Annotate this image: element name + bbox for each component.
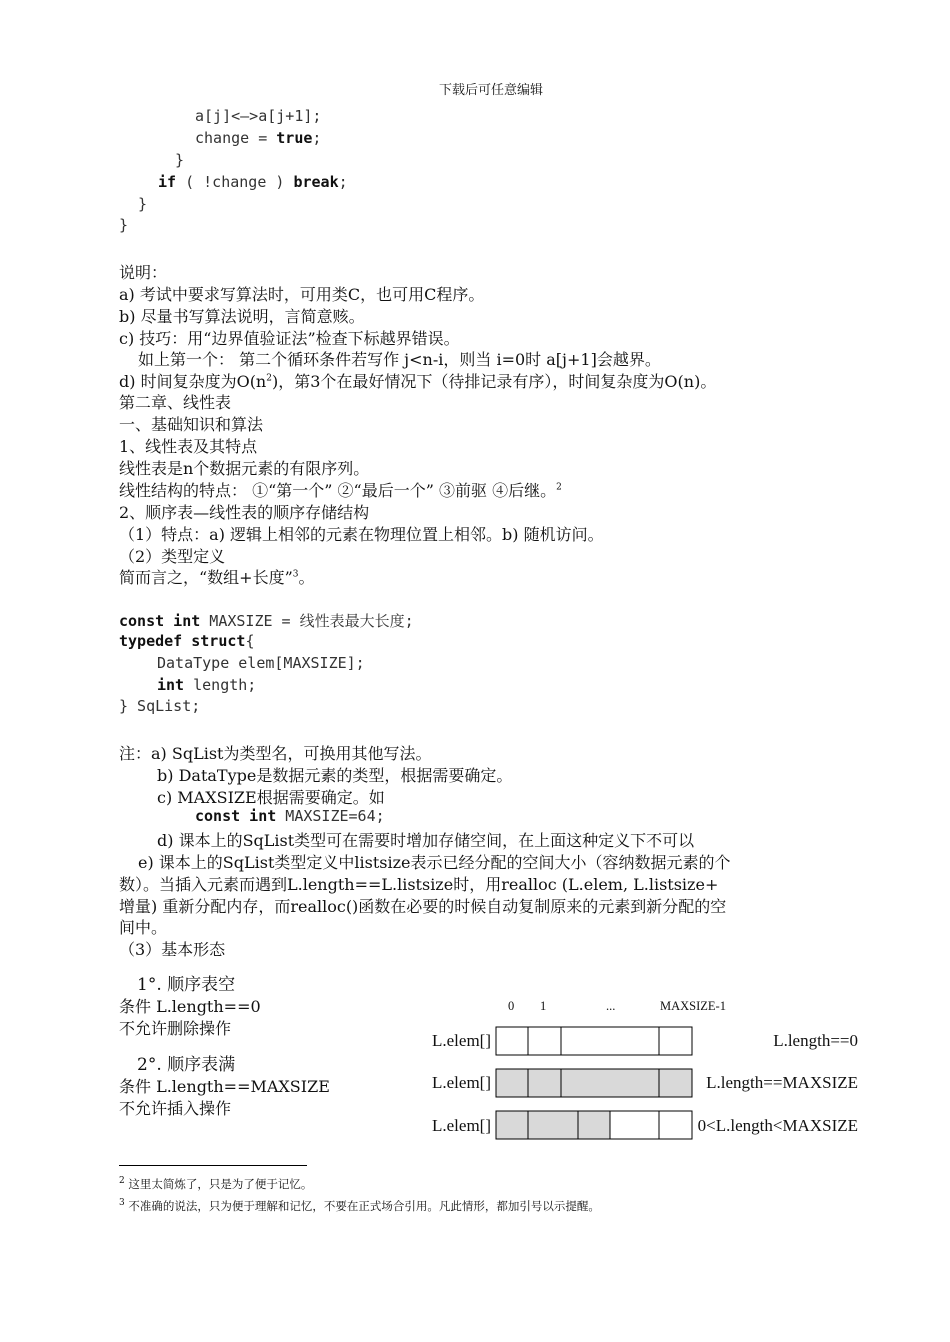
- row-label-partial: L.elem[]: [432, 1116, 491, 1135]
- remark-e-line2: 数）。当插入元素而遇到L.length==L.listsize时，用realloc (L.elem, L.listsize+: [119, 875, 719, 894]
- note-c-detail: 如上第一个： 第二个循环条件若写作 j<n-i，则当 i=0时 a[j+1]会越界。: [138, 350, 661, 369]
- footnote-3: $^3$ 不准确的说法，只为便于理解和记忆，不要在正式场合引用。凡此情形，都加引号以示提醒。: [119, 1198, 600, 1213]
- note-b: b) 尽量书写算法说明，言简意赅。: [119, 307, 365, 326]
- code-elem-line: DataType elem[MAXSIZE];: [157, 654, 365, 672]
- index-label: 0: [508, 999, 515, 1013]
- array-cell-filled: [528, 1111, 578, 1139]
- array-cell-empty: [659, 1111, 692, 1139]
- row-label-full: L.elem[]: [432, 1073, 491, 1092]
- index-label: ...: [606, 999, 616, 1013]
- remark-e-line3: 增量) 重新分配内存，而realloc()函数在必要的时候自动复制原来的元素到新分配的空: [119, 897, 727, 916]
- remark-b: b) DataType是数据元素的类型，根据需要确定。: [157, 766, 513, 785]
- index-label: MAXSIZE-1: [660, 999, 726, 1013]
- code-end-line: } SqList;: [119, 697, 201, 715]
- section-heading: 一、基础知识和算法: [119, 415, 264, 434]
- array-cell-filled: [528, 1069, 561, 1097]
- code-brace: }: [175, 151, 185, 169]
- code-const-line: const int MAXSIZE = 线性表最大长度;: [119, 612, 414, 630]
- point-2: （2）类型定义: [119, 547, 226, 566]
- point-1: （1）特点：a) 逻辑上相邻的元素在物理位置上相邻。b) 随机访问。: [119, 525, 604, 544]
- array-cell-empty: [561, 1027, 659, 1055]
- state-full-title: 2°. 顺序表满: [137, 1055, 236, 1075]
- code-typedef-line: typedef struct{: [119, 632, 255, 650]
- array-cell-empty: [496, 1027, 528, 1055]
- remark-c-code: const int MAXSIZE=64;: [195, 807, 385, 825]
- point-3: （3）基本形态: [119, 940, 226, 959]
- subsection-heading: 2、顺序表—线性表的顺序存储结构: [119, 503, 370, 522]
- array-cell-filled: [496, 1111, 528, 1139]
- code-brace: }: [119, 216, 129, 234]
- definition-text: 线性表是n个数据元素的有限序列。: [119, 459, 370, 478]
- state-full-condition: 条件 L.length==MAXSIZE: [119, 1077, 330, 1096]
- note-c: c) 技巧：用“边界值验证法”检查下标越界错误。: [119, 329, 460, 348]
- caption-partial: 0<L.length<MAXSIZE: [697, 1116, 858, 1135]
- footnote-2: $^2$ 这里太简炼了，只是为了便于记忆。: [119, 1176, 313, 1191]
- chapter-title: 第二章、线性表: [119, 393, 232, 412]
- note-a: a) 考试中要求写算法时，可用类C，也可用C程序。: [119, 285, 485, 304]
- state-empty-title: 1°. 顺序表空: [137, 975, 236, 995]
- remark-d: d) 课本上的SqList类型可在需要时增加存储空间，在上面这种定义下不可以: [157, 831, 695, 850]
- state-empty-rule: 不允许删除操作: [119, 1019, 232, 1038]
- remark-e-line4: 间中。: [119, 918, 168, 937]
- footnote-divider: [119, 1165, 307, 1166]
- subsection-heading: 1、线性表及其特点: [119, 437, 258, 456]
- array-cell-filled: [659, 1069, 692, 1097]
- code-brace: }: [138, 195, 148, 213]
- notes-title: 说明：: [119, 263, 168, 282]
- state-empty-condition: 条件 L.length==0: [119, 997, 261, 1016]
- features-text: 线性结构的特点： ①“第一个” ②“最后一个” ③前驱 ④后继。$^2$: [119, 481, 562, 500]
- array-cell-filled: [496, 1069, 528, 1097]
- state-full-rule: 不允许插入操作: [119, 1099, 232, 1118]
- index-label: 1: [540, 999, 547, 1013]
- summary-text: 简而言之，“数组+长度”$^3$。: [119, 568, 315, 587]
- caption-full: L.length==MAXSIZE: [706, 1073, 858, 1092]
- array-cell-empty: [528, 1027, 561, 1055]
- row-label-empty: L.elem[]: [432, 1031, 491, 1050]
- remark-a: 注：a) SqList为类型名，可换用其他写法。: [119, 744, 432, 763]
- code-if-break-line: if ( !change ) break;: [158, 173, 348, 191]
- note-d: d) 时间复杂度为$O(n^2)$，第3个在最好情况下（待排记录有序），时间复杂度为O(n)。: [119, 372, 717, 391]
- array-cell-empty: [659, 1027, 692, 1055]
- array-cell-filled: [561, 1069, 659, 1097]
- code-swap-line: a[j]<—>a[j+1];: [195, 107, 322, 125]
- array-cell-filled: [578, 1111, 610, 1139]
- array-cell-empty: [610, 1111, 659, 1139]
- caption-empty: L.length==0: [773, 1031, 858, 1050]
- remark-e-line1: e) 课本上的SqList类型定义中listsize表示已经分配的空间大小（容纳数据元素的个: [138, 853, 731, 872]
- code-change-line: change = true;: [195, 129, 322, 147]
- remark-c: c) MAXSIZE根据需要确定。如: [157, 788, 385, 807]
- page-header: 下载后可任意编辑: [439, 83, 544, 98]
- code-length-line: int length;: [157, 676, 257, 694]
